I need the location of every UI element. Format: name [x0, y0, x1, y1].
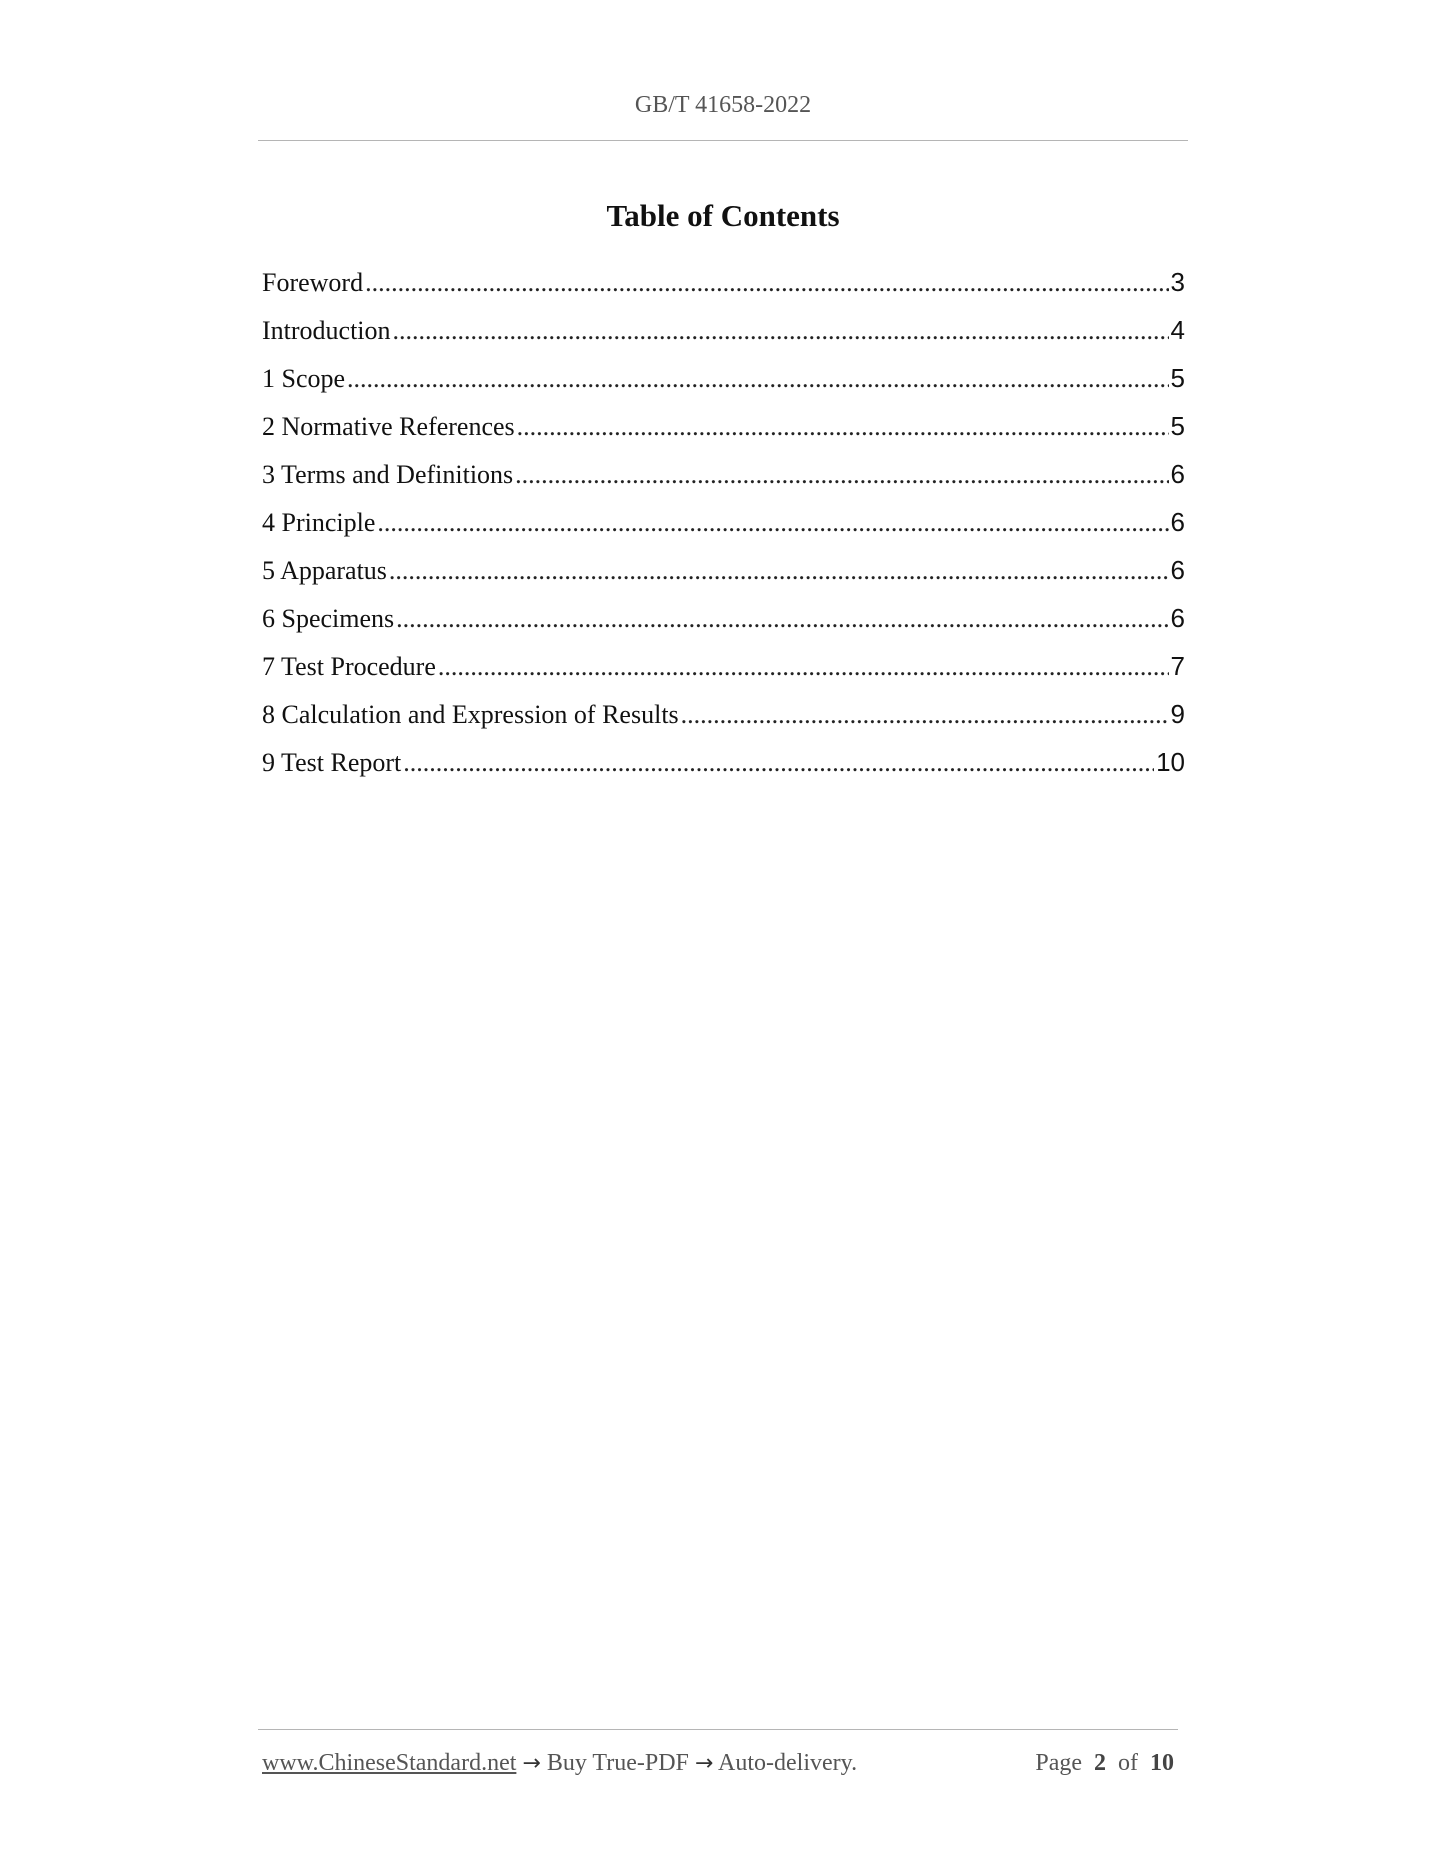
page-current: 2	[1094, 1750, 1106, 1776]
toc-entry-page: 7	[1170, 651, 1185, 681]
toc-entry-page: 6	[1170, 555, 1185, 585]
toc-entry-page: 5	[1170, 363, 1185, 393]
toc-entry-page: 4	[1170, 315, 1185, 345]
toc-entry-label: 7 Test Procedure	[262, 652, 436, 681]
toc-entry-apparatus[interactable]	[262, 550, 1185, 598]
toc-entry-page: 6	[1170, 507, 1185, 537]
toc-entry-page: 5	[1170, 411, 1185, 441]
page-of-word: of	[1118, 1750, 1138, 1776]
page-word: Page	[1035, 1750, 1082, 1776]
toc-entry-scope[interactable]	[262, 358, 1185, 406]
footer-step-delivery: Auto-delivery.	[718, 1750, 858, 1776]
toc-entry-label: 8 Calculation and Expression of Results	[262, 700, 679, 729]
toc-entry-label: 3 Terms and Definitions	[262, 460, 514, 489]
toc-entry-label: 1 Scope	[262, 364, 346, 393]
toc-list	[262, 262, 1185, 790]
header-divider	[258, 140, 1188, 141]
toc-dot-leader	[403, 743, 1154, 783]
toc-dot-leader	[681, 695, 1169, 735]
page-header-standard-id: GB/T 41658-2022	[634, 92, 812, 118]
toc-entry-label: 9 Test Report	[262, 748, 402, 777]
toc-entry-page: 6	[1170, 459, 1185, 489]
toc-entry-page: 3	[1170, 267, 1185, 297]
toc-title: Table of Contents	[606, 198, 840, 233]
toc-entry-principle[interactable]	[262, 502, 1185, 550]
arrow-right-icon: →	[522, 1751, 541, 1776]
toc-entry-label: Introduction	[262, 316, 391, 345]
toc-entry-page: 10	[1156, 747, 1185, 777]
toc-dot-leader	[393, 311, 1169, 351]
toc-dot-leader	[396, 599, 1168, 639]
toc-entry-specimens[interactable]	[262, 598, 1185, 646]
toc-entry-label: 2 Normative References	[262, 412, 515, 441]
toc-entry-label: Foreword	[262, 268, 364, 297]
toc-entry-terms-and-definitions[interactable]	[262, 454, 1185, 502]
toc-entry-test-procedure[interactable]	[262, 646, 1185, 694]
page-number	[1035, 1750, 1174, 1777]
toc-dot-leader	[377, 503, 1168, 543]
toc-dot-leader	[365, 263, 1168, 303]
toc-dot-leader	[438, 647, 1169, 687]
toc-entry-label: 4 Principle	[262, 508, 376, 537]
toc-entry-foreword[interactable]	[262, 262, 1185, 310]
toc-entry-normative-references[interactable]	[262, 406, 1185, 454]
toc-dot-leader	[389, 551, 1169, 591]
footer-step-buy: Buy True-PDF	[546, 1750, 689, 1776]
toc-dot-leader	[515, 455, 1168, 495]
toc-entry-page: 9	[1170, 699, 1185, 729]
website-link[interactable]: www.ChineseStandard.net	[262, 1750, 517, 1776]
toc-entry-calculation-and-expression-of-results[interactable]	[262, 694, 1185, 742]
footer-promo	[262, 1750, 857, 1777]
toc-entry-page: 6	[1170, 603, 1185, 633]
toc-entry-label: 6 Specimens	[262, 604, 395, 633]
toc-entry-test-report[interactable]	[262, 742, 1185, 790]
footer-divider	[258, 1729, 1178, 1730]
toc-dot-leader	[347, 359, 1168, 399]
toc-dot-leader	[517, 407, 1169, 447]
arrow-right-icon: →	[694, 1751, 714, 1776]
page-total: 10	[1150, 1750, 1174, 1776]
toc-entry-label: 5 Apparatus	[262, 556, 387, 585]
toc-entry-introduction[interactable]	[262, 310, 1185, 358]
